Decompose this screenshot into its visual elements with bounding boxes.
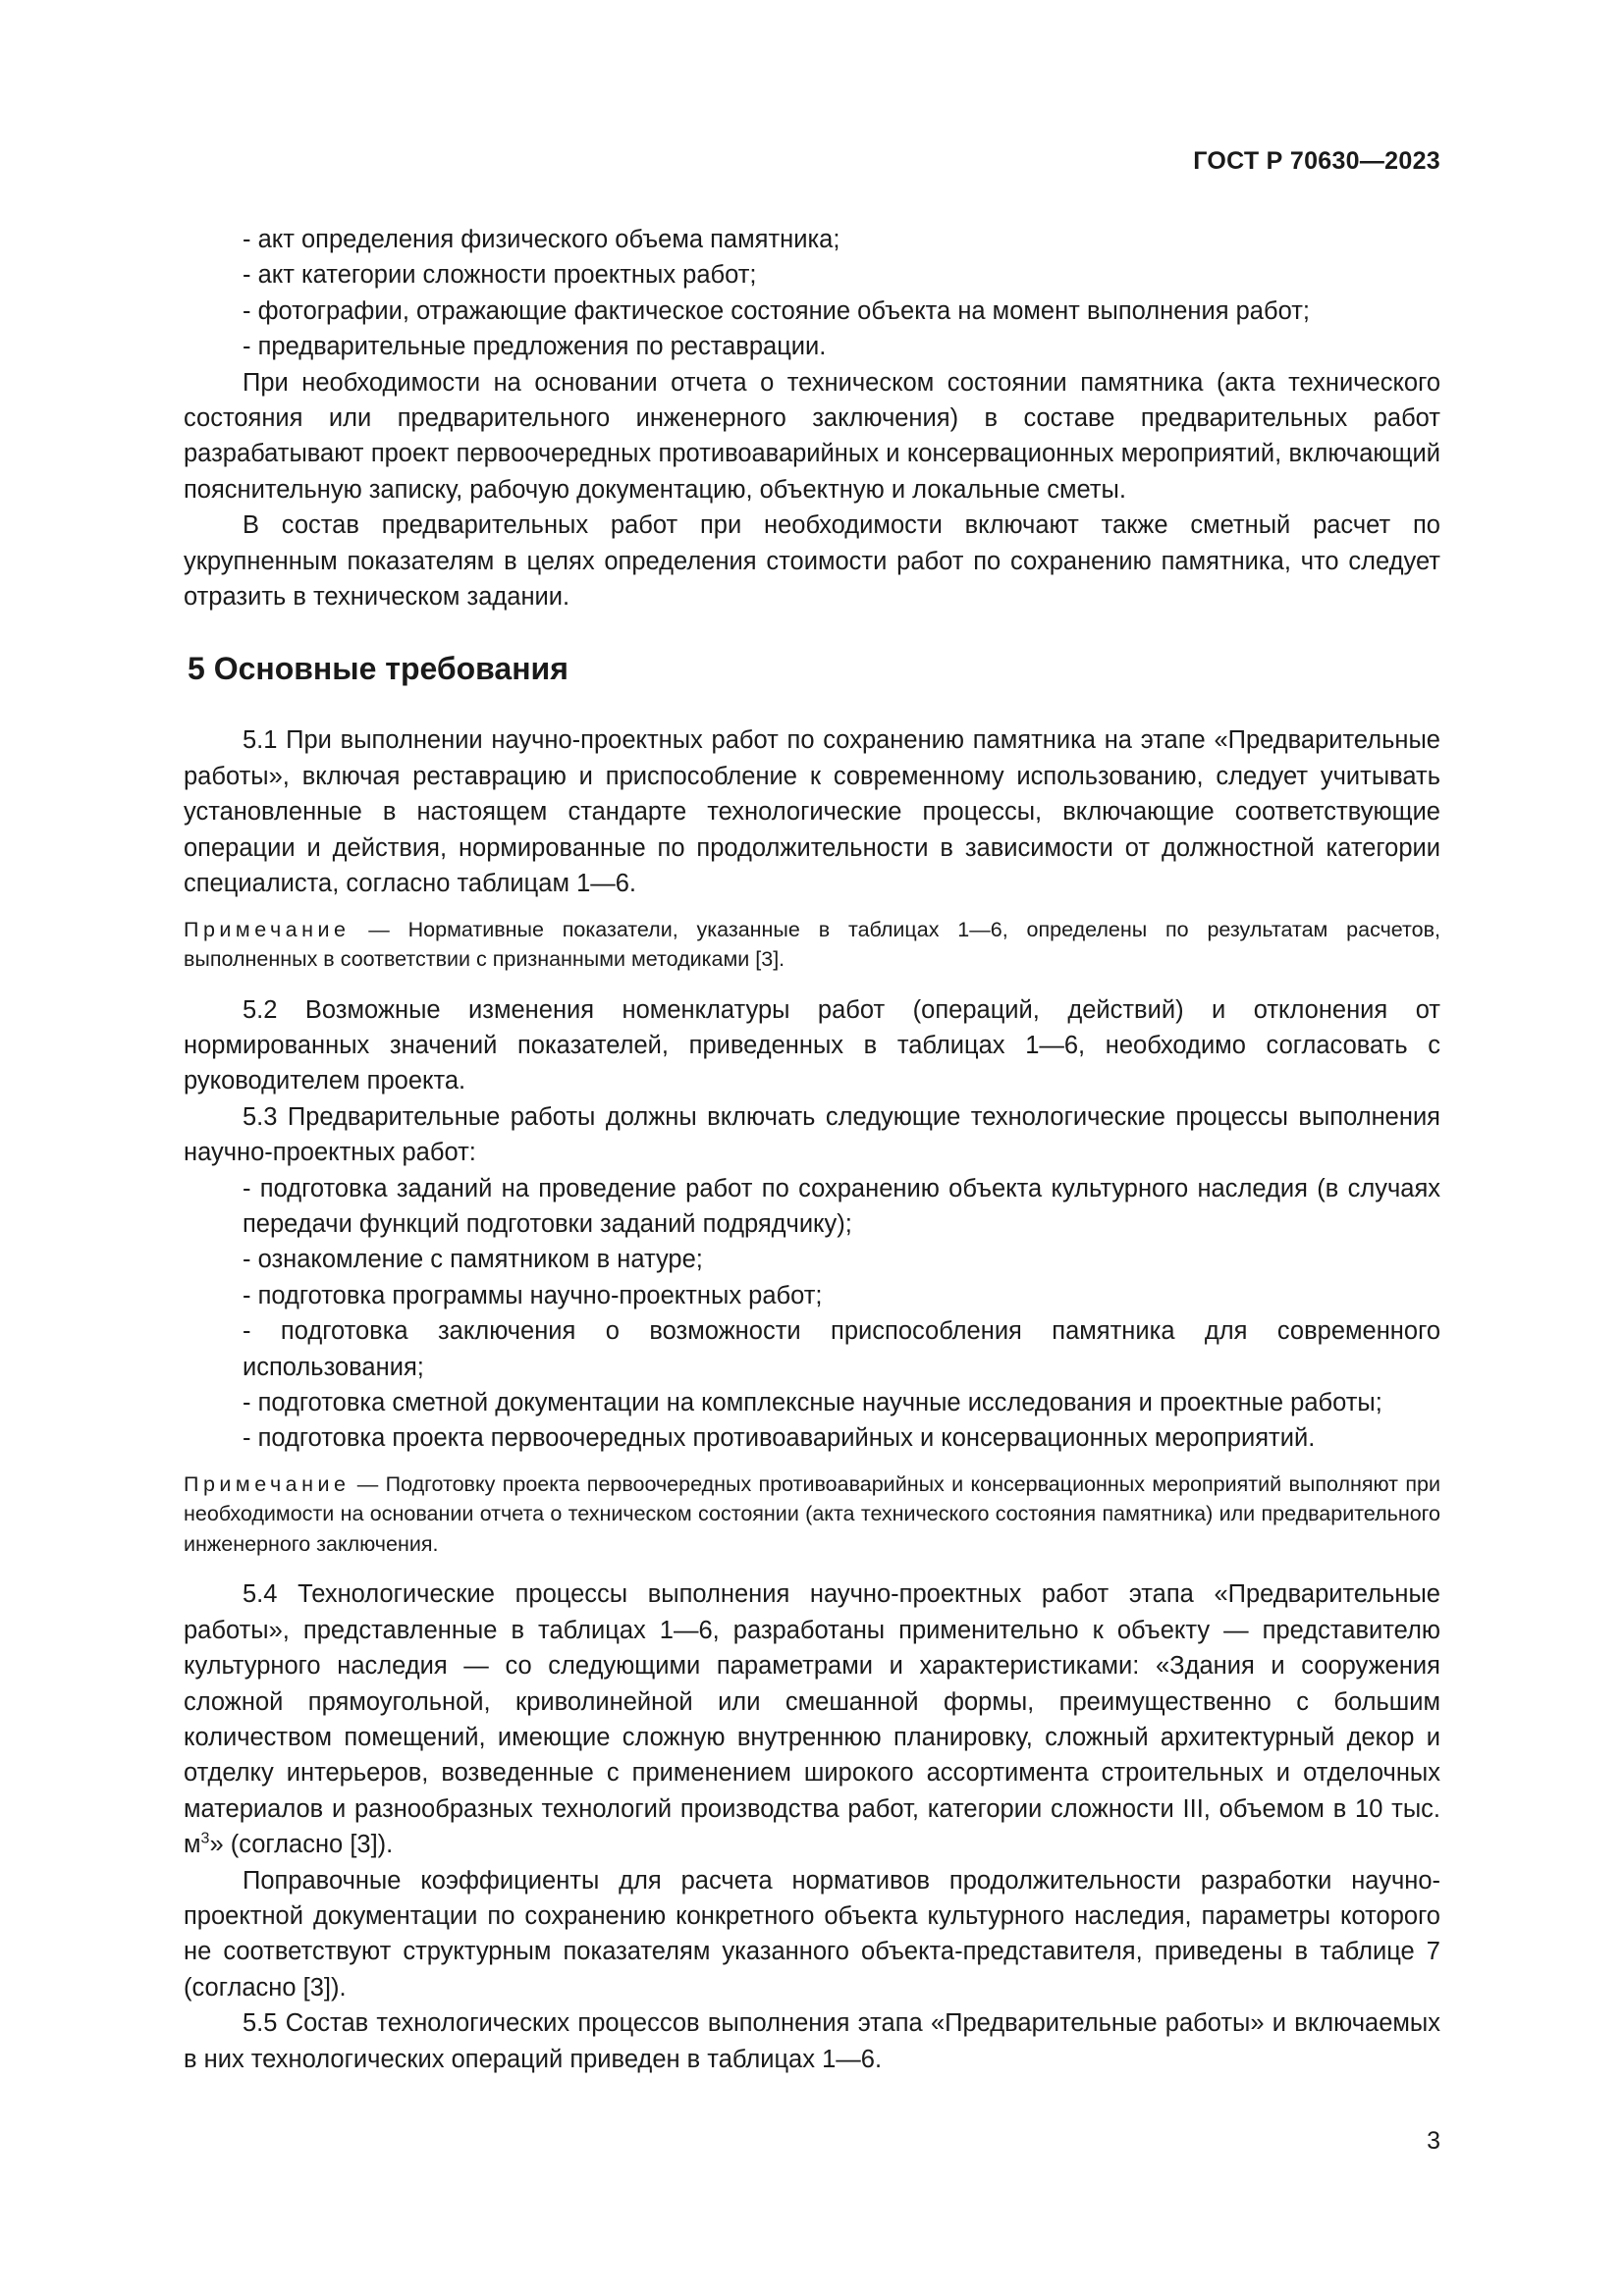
- paragraph-5-4: [184, 1576, 1440, 1862]
- superscript: 3: [200, 1830, 210, 1847]
- note-label: Примечание: [184, 917, 351, 941]
- list-item: - подготовка заданий на проведение работ по сохранению объекта культурного наследия (в случаях передачи функций подготовки заданий подрядчику);: [243, 1174, 1440, 1238]
- note-label: Примечание: [184, 1471, 351, 1496]
- list-item: - предварительные предложения по реставрации.: [243, 333, 827, 361]
- page-content: [184, 222, 1440, 2077]
- list-item: - фотографии, отражающие фактическое состояние объекта на момент выполнения работ;: [243, 296, 1310, 325]
- list-item: - подготовка сметной документации на комплексные научные исследования и проектные работы;: [243, 1388, 1382, 1416]
- paragraph-text: 5.4 Технологические процессы выполнения научно-проектных работ этапа «Предварительные работы», представленные в таблицах 1—6, разработаны применительно к объекту — представителю культурного наследия — со следующими параметрами и характеристиками: «Здания и сооружения сложной прямоугольной, криволинейной или смешанной формы, преимущественно с большим количеством помещений, имеющие сложную внутреннюю планировку, сложный архитектурный декор и отделку интерьеров, возведенные с применением широкого ассортимента строительных и отделочных материалов и разнообразных технологий производства работ, категории сложности III, объемом в 10 тыс. м: [184, 1580, 1440, 1859]
- paragraph-5-1: 5.1 При выполнении научно-проектных работ по сохранению памятника на этапе «Предварительные работы», включая реставрацию и приспособление к современному использованию, следует учитывать установленные в настоящем стандарте технологические процессы, включающие соответствующие операции и действия, нормированные по продолжительности в зависимости от должностной категории специалиста, согласно таблицам 1—6.: [184, 726, 1440, 898]
- list-item: - акт определения физического объема памятника;: [243, 226, 840, 253]
- list-item: - подготовка заключения о возможности приспособления памятника для современного использования;: [243, 1317, 1440, 1381]
- paragraph-text: » (согласно [3]).: [209, 1831, 394, 1859]
- standard-code-header: ГОСТ Р 70630—2023: [1193, 147, 1440, 175]
- list-item: - ознакомление с памятником в натуре;: [243, 1246, 703, 1274]
- page-number: 3: [1427, 2127, 1440, 2155]
- paragraph: При необходимости на основании отчета о техническом состоянии памятника (акта технического состояния или предварительного инженерного заключения) в составе предварительных работ разрабатывают проект первоочередных противоаварийных и консервационных мероприятий, включающий пояснительную записку, рабочую документацию, объектную и локальные сметы.: [184, 368, 1440, 504]
- paragraph-5-5: 5.5 Состав технологических процессов выполнения этапа «Предварительные работы» и включаемых в них технологических операций приведен в таблицах 1—6.: [184, 2009, 1440, 2073]
- paragraph-5-2: 5.2 Возможные изменения номенклатуры работ (операций, действий) и отклонения от нормированных значений показателей, приведенных в таблицах 1—6, необходимо согласовать с руководителем проекта.: [184, 995, 1440, 1095]
- paragraph-5-3: 5.3 Предварительные работы должны включать следующие технологические процессы выполнения научно-проектных работ:: [184, 1102, 1440, 1167]
- list-item: - акт категории сложности проектных работ;: [243, 261, 757, 290]
- paragraph: В состав предварительных работ при необходимости включают также сметный расчет по укрупненным показателям в целях определения стоимости работ по сохранению памятника, что следует отразить в техническом задании.: [184, 511, 1440, 612]
- note-text: — Нормативные показатели, указанные в таблицах 1—6, определены по результатам расчетов, выполненных в соответствии с признанными методиками [3].: [184, 917, 1440, 971]
- list-item: - подготовка проекта первоочередных противоаварийных и консервационных мероприятий.: [243, 1424, 1316, 1453]
- note-text: — Подготовку проекта первоочередных противоаварийных и консервационных мероприятий выполняют при необходимости на основании отчета о техническом состоянии (акта технического состояния памятника) или предварительного инженерного заключения.: [184, 1471, 1440, 1556]
- note: [184, 1469, 1440, 1560]
- note: [184, 915, 1440, 975]
- paragraph: Поправочные коэффициенты для расчета нормативов продолжительности разработки научно-проектной документации по сохранению конкретного объекта культурного наследия, параметры которого не соответствуют структурным показателям указанного объекта-представителя, приведены в таблице 7 (согласно [3]).: [184, 1866, 1440, 2002]
- list-item: - подготовка программы научно-проектных работ;: [243, 1281, 823, 1309]
- section-heading: 5 Основные требования: [188, 651, 568, 687]
